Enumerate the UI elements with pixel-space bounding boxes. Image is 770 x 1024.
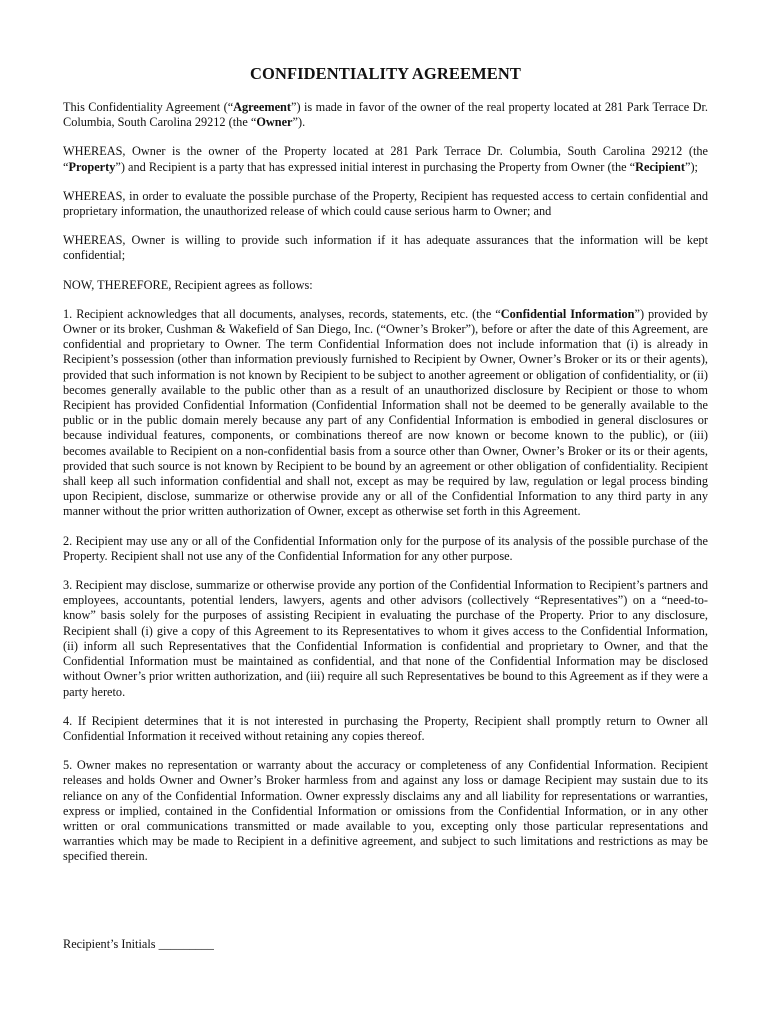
clause1-text-2: ”) provided by Owner or its broker, Cushman & Wakefield of San Diego, Inc. (“Owner’s Broker”), before or after the date of this Agreement, are confidential and proprietary to Owner. The term Confidential Information does not include information that (i) is already in Recipient’s possession (other than information previously furnished to Recipient by Owner, Owner’s Broker or its or their agents), provided that such information is not known by Recipient to be subject to another agreement or obligation of confidentiality, or (ii) becomes generally available to the public other than as a result of an unauthorized disclosure by Recipient or those to whom Recipient has provided Confidential Information (Confidential Information shall not be deemed to be generally available to the public or in the public domain merely because any part of any Confidential Information is embodied in general disclosures or because individual features, components, or combinations thereof are now known or become known to the public), or (iii) becomes available to Recipient on a non-confidential basis from a source other than Owner, Owner’s Broker or its or their agents, provided that such source is not known by Recipient to be bound by an agreement or other obligation of confidentiality. Recipient shall keep all such information confidential and shall not, except as may be required by law, regulation or legal process binding upon Recipient, disclose, summarize or otherwise provide any or all of the Confidential Information to any third party in any manner without the prior written authorization of Owner, except as otherwise set forth in this Agreement. <box>63 306 708 519</box>
whereas-paragraph-2: WHEREAS, in order to evaluate the possible purchase of the Property, Recipient has requested access to certain confidential and proprietary information, the unauthorized release of which could cause serious harm to Owner; and <box>63 188 708 219</box>
clause-5: 5. Owner makes no representation or warranty about the accuracy or completeness of any Confidential Information. Recipient releases and holds Owner and Owner’s Broker harmless from and against any loss or damage Recipient may sustain due to its reliance on any of the Confidential Information. Owner expressly disclaims any and all liability for representations or warranties, express or implied, contained in the Confidential Information or omissions from the Confidential Information, or in any other written or oral communications transmitted or made available to you, excepting only those particular representations and warranties which may be made to Recipient in a definitive agreement, and subject to such limitations and restrictions as may be specified therein. <box>63 758 708 864</box>
whereas-paragraph-3: WHEREAS, Owner is willing to provide such information if it has adequate assurances that the information will be kept confidential; <box>63 233 708 263</box>
defined-term-agreement: Agreement <box>233 100 291 114</box>
recipient-initials-line[interactable]: Recipient’s Initials _________ <box>63 937 214 951</box>
clause1-text-1: 1. Recipient acknowledges that all documents, analyses, records, statements, etc. (the “ <box>63 306 501 321</box>
defined-term-confidential-information: Confidential Information <box>500 306 635 321</box>
clause-4: 4. If Recipient determines that it is not interested in purchasing the Property, Recipient shall promptly return to Owner all Confidential Information it received without retaining any copies thereof. <box>63 713 708 743</box>
whereas1-text-2: ”) and Recipient is a party that has expressed initial interest in purchasing the Property from Owner (the “ <box>115 159 636 174</box>
clause-3: 3. Recipient may disclose, summarize or otherwise provide any portion of the Confidential Information to Recipient’s partners and employees, accountants, potential lenders, lawyers, agents and other advisors (collectively “Representatives”) on a “need-to-know” basis solely for the purposes of assisting Recipient in evaluating the purchase of the Property. Prior to any disclosure, Recipient shall (i) give a copy of this Agreement to its Representatives to whom it gives access to the Confidential Information, (ii) inform all such Representatives that the Confidential Information is confidential and proprietary to Owner, and that the Confidential Information must be maintained as confidential, and that none of the Confidential Information may be disclosed without Owner’s prior written authorization, and (iii) require all such Representatives be bound to this Agreement as if they were a party hereto. <box>63 578 708 699</box>
whereas1-text-1: WHEREAS, Owner is the owner of the Property located at 281 Park Terrace Dr. Columbia, South Carolina 29212 (the “ <box>63 144 708 174</box>
intro-text-1: This Confidentiality Agreement (“ <box>63 100 234 114</box>
intro-paragraph <box>63 100 708 130</box>
intro-text-3: ”). <box>292 115 306 130</box>
clause-1 <box>63 307 708 520</box>
defined-term-recipient: Recipient <box>635 159 685 174</box>
clause-2: 2. Recipient may use any or all of the Confidential Information only for the purpose of its analysis of the possible purchase of the Property. Recipient shall not use any of the Confidential Information for any other purpose. <box>63 533 708 563</box>
now-therefore-paragraph: NOW, THEREFORE, Recipient agrees as follows: <box>63 277 313 292</box>
whereas-paragraph-1 <box>63 144 708 174</box>
document-body <box>63 64 708 879</box>
intro-text-2: ”) is made in favor of the owner of the real property located at 281 Park Terrace Dr. Columbia, South Carolina 29212 (the “ <box>63 100 708 130</box>
document-title: CONFIDENTIALITY AGREEMENT <box>250 64 521 83</box>
defined-term-property: Property <box>68 159 116 174</box>
defined-term-owner: Owner <box>256 115 293 130</box>
whereas1-text-3: ”); <box>684 159 698 174</box>
